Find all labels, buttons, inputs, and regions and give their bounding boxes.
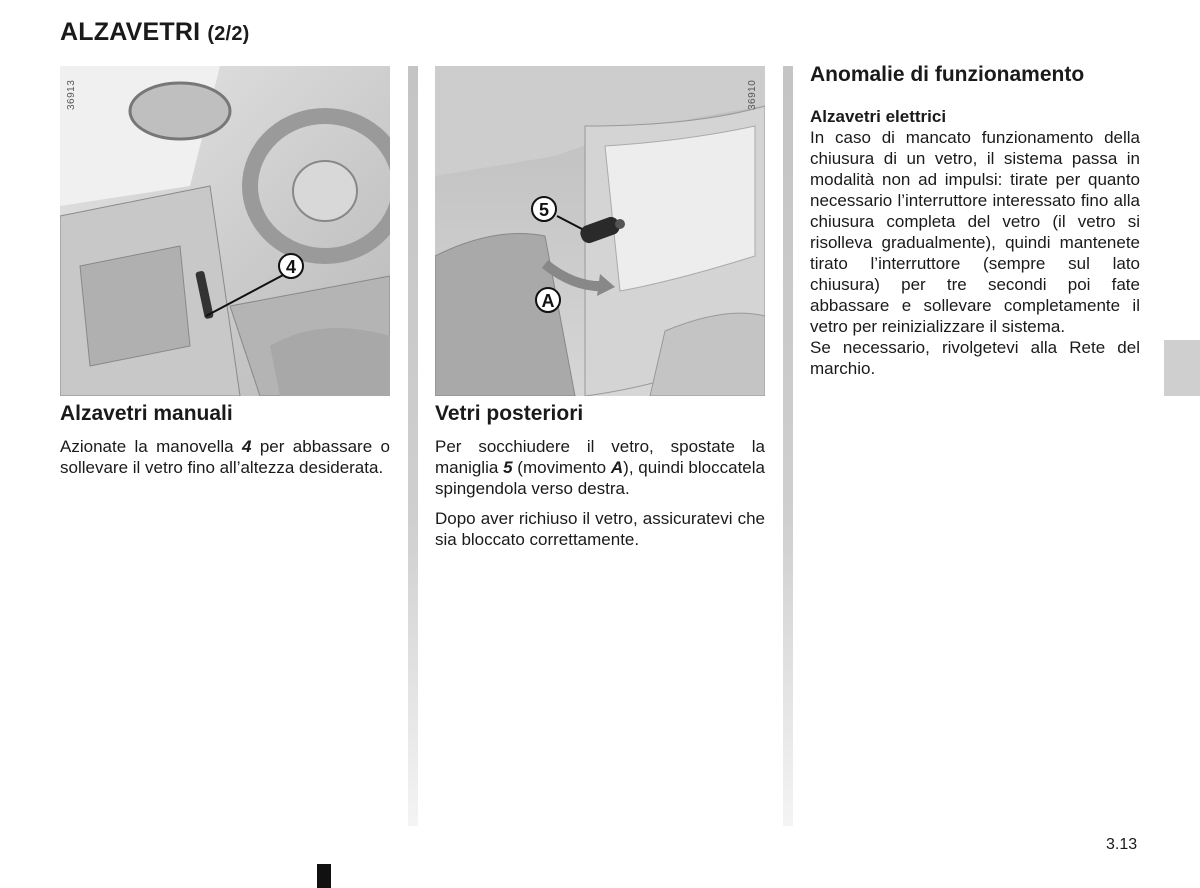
- handle-reference: 5: [503, 458, 513, 477]
- manual-text-after: per abbassare o sollevare il vetro fino all’altezza desiderata.: [60, 437, 390, 477]
- anomalies-text-2: Se necessario, rivolgetevi alla Rete del marchio.: [810, 338, 1140, 378]
- callout-5-label: 5: [538, 200, 550, 220]
- figure-code: 36910: [747, 79, 758, 110]
- column-divider: [408, 66, 418, 826]
- car-interior-illustration: [60, 66, 390, 396]
- crank-reference: 4: [242, 437, 252, 456]
- motion-reference: A: [610, 458, 624, 477]
- manual-paragraph: [60, 436, 390, 478]
- subheading-electric: Alzavetri elettrici: [810, 107, 947, 126]
- page-title-suffix: (2/2): [207, 23, 250, 45]
- manual-text-before: Azionate la manovella: [60, 437, 242, 456]
- figure-window-crank: [60, 66, 390, 396]
- section-heading-anomalies: Anomalie di funzionamento: [810, 63, 1085, 86]
- rear-window-illustration: [435, 66, 765, 396]
- callout-4-label: 4: [285, 257, 297, 277]
- chapter-tab: [1164, 340, 1200, 396]
- anomalies-paragraph: [810, 106, 1140, 379]
- callout-a-label: A: [541, 291, 555, 311]
- section-heading-manual: Alzavetri manuali: [60, 402, 233, 425]
- section-heading-rear: Vetri posteriori: [435, 402, 584, 425]
- rear-paragraph-1: [435, 436, 765, 499]
- rear-paragraph-2: Dopo aver richiuso il vetro, assicuratevi che sia bloccato correttamente.: [435, 509, 765, 549]
- crop-mark: [317, 864, 331, 888]
- page-number: 3.13: [1106, 836, 1138, 853]
- figure-code: 36913: [66, 79, 77, 110]
- column-divider: [783, 66, 793, 826]
- rear-text-mid: (movimento: [512, 458, 611, 477]
- anomalies-text: In caso di mancato funzionamento della chiusura di un vetro, il sistema passa in modalità non ad impulsi: tirate per quanto necessario l’interruttore interessato fino alla chiusura completa del vetro (il vetro si risolleva gradualmente), quindi mantenete tirato l’interruttore (sempre sul lato chiusura) per tre secondi poi fate abbassare e sollevare completamente il vetro per reinizializzare il sistema.: [810, 128, 1140, 336]
- page-title-main: ALZAVETRI: [60, 18, 201, 46]
- rear-text-before: Per socchiudere il vetro, spostate la maniglia: [435, 437, 765, 477]
- figure-rear-window-handle: [435, 66, 765, 396]
- rear-text-after: ), quindi bloccatela spingendola verso destra.: [435, 458, 765, 498]
- page-title: [60, 18, 250, 47]
